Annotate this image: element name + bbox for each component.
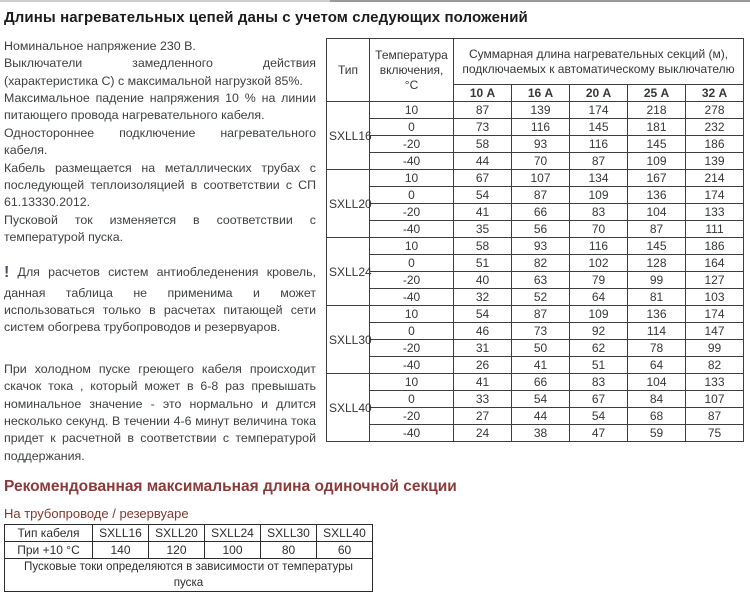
length-value-cell: 134 (570, 170, 628, 187)
length-value-cell: 67 (570, 391, 628, 408)
main-table-row (327, 272, 744, 289)
cable-type-cell: SXLL20 (149, 524, 205, 541)
length-value-cell: 82 (512, 255, 570, 272)
cable-type-cell: SXLL16 (93, 524, 149, 541)
cable-type-label-cell: Тип кабеля (5, 524, 93, 541)
main-table-row (327, 255, 744, 272)
length-value-cell: 116 (512, 119, 570, 136)
temperature-cell: -20 (370, 204, 454, 221)
length-value-cell: 232 (686, 119, 744, 136)
note-paragraph: Одностороннее подключение нагревательного кабеля. (4, 125, 316, 158)
length-value-cell: 64 (570, 289, 628, 306)
content-columns (0, 26, 750, 465)
length-value-cell: 54 (512, 391, 570, 408)
max-length-cell: 120 (149, 541, 205, 558)
length-value-cell: 26 (454, 357, 512, 374)
temperature-cell: 10 (370, 170, 454, 187)
main-table-row (327, 204, 744, 221)
length-value-cell: 133 (686, 204, 744, 221)
main-table-row (327, 221, 744, 238)
main-table-row (327, 289, 744, 306)
length-value-cell: 68 (628, 408, 686, 425)
length-value-cell: 93 (512, 136, 570, 153)
length-value-row (5, 541, 373, 558)
length-value-cell: 92 (570, 323, 628, 340)
length-value-cell: 136 (628, 306, 686, 323)
length-value-cell: 54 (454, 306, 512, 323)
main-table-row (327, 238, 744, 255)
length-value-cell: 27 (454, 408, 512, 425)
length-value-cell: 164 (686, 255, 744, 272)
length-value-cell: 93 (512, 238, 570, 255)
length-value-cell: 24 (454, 425, 512, 442)
temperature-cell: 0 (370, 255, 454, 272)
length-value-cell: 107 (512, 170, 570, 187)
main-table-row (327, 306, 744, 323)
temperature-cell: -40 (370, 425, 454, 442)
length-value-cell: 67 (454, 170, 512, 187)
cable-type-cell: SXLL40 (317, 524, 373, 541)
main-table-row (327, 408, 744, 425)
length-value-cell: 174 (686, 187, 744, 204)
length-value-cell: 214 (686, 170, 744, 187)
note-paragraph: Максимальное падение напряжения 10 % на линии питающего провода нагревательного кабеля. (4, 91, 316, 123)
length-value-cell: 66 (512, 374, 570, 391)
max-length-cell: 80 (261, 541, 317, 558)
warning-paragraph (4, 262, 316, 336)
length-value-cell: 87 (454, 102, 512, 119)
length-value-cell: 41 (512, 357, 570, 374)
length-value-cell: 58 (454, 238, 512, 255)
temperature-cell: -20 (370, 136, 454, 153)
main-table-row (327, 323, 744, 340)
cable-type-cell: SXLL20 (327, 170, 370, 238)
col-header-total-length: Суммарная длина нагревательных секций (м), подключаемых к автоматическому выключателю (454, 39, 744, 85)
length-value-cell: 99 (686, 340, 744, 357)
length-value-cell: 109 (570, 187, 628, 204)
length-value-cell: 54 (570, 408, 628, 425)
notes-column (4, 38, 326, 465)
top-divider (0, 0, 750, 2)
cable-type-cell: SXLL30 (261, 524, 317, 541)
length-value-cell: 83 (570, 204, 628, 221)
length-value-cell: 174 (570, 102, 628, 119)
temperature-cell: -20 (370, 272, 454, 289)
temperature-cell: 10 (370, 238, 454, 255)
length-value-cell: 44 (454, 153, 512, 170)
temperature-cell: 0 (370, 187, 454, 204)
length-value-cell: 31 (454, 340, 512, 357)
length-value-cell: 145 (628, 238, 686, 255)
length-value-cell: 186 (686, 136, 744, 153)
length-value-cell: 84 (628, 391, 686, 408)
length-value-cell: 64 (628, 357, 686, 374)
main-table-row (327, 119, 744, 136)
length-value-cell: 218 (628, 102, 686, 119)
cable-type-cell: SXLL40 (327, 374, 370, 442)
length-value-cell: 32 (454, 289, 512, 306)
temperature-cell: -20 (370, 408, 454, 425)
length-value-cell: 147 (686, 323, 744, 340)
starting-currents-note: Пусковые токи определяются в зависимости от температуры пуска (5, 558, 373, 591)
length-value-cell: 87 (628, 221, 686, 238)
length-value-cell: 181 (628, 119, 686, 136)
main-table-row (327, 374, 744, 391)
main-table-row (327, 136, 744, 153)
max-length-cell: 60 (317, 541, 373, 558)
cable-type-header-row (5, 524, 373, 541)
length-value-cell: 128 (628, 255, 686, 272)
col-header-amp: 16 А (512, 85, 570, 102)
length-value-cell: 107 (686, 391, 744, 408)
col-header-type: Тип (327, 39, 370, 102)
length-value-cell: 111 (686, 221, 744, 238)
length-value-cell: 127 (686, 272, 744, 289)
main-table-row (327, 357, 744, 374)
length-value-cell: 83 (570, 374, 628, 391)
main-table-row (327, 391, 744, 408)
table-column (326, 38, 744, 442)
length-value-cell: 139 (512, 102, 570, 119)
temperature-cell: 10 (370, 374, 454, 391)
length-value-cell: 139 (686, 153, 744, 170)
length-value-cell: 136 (628, 187, 686, 204)
length-value-cell: 47 (570, 425, 628, 442)
length-value-cell: 58 (454, 136, 512, 153)
note-paragraph: Пусковой ток изменяется в соответствии с температурой пуска. (4, 212, 316, 244)
max-length-cell: 140 (93, 541, 149, 558)
main-table-row (327, 102, 744, 119)
note-paragraph: Номинальное напряжение 230 В. (4, 39, 196, 53)
length-value-cell: 116 (570, 136, 628, 153)
cable-type-cell: SXLL24 (205, 524, 261, 541)
heating-sections-length-table (326, 38, 744, 442)
length-value-cell: 52 (512, 289, 570, 306)
warning-exclamation-mark: ! (4, 264, 10, 282)
page-title: Длины нагревательных цепей даны с учетом следующих положений (4, 9, 528, 26)
length-value-cell: 82 (686, 357, 744, 374)
length-value-cell: 109 (628, 153, 686, 170)
note-paragraph: Кабель размещается на металлических трубах с последующей теплоизоляцией в соответствии с СП 61.13330.2012. (4, 160, 316, 210)
col-header-amp: 25 А (628, 85, 686, 102)
col-header-amp: 20 А (570, 85, 628, 102)
length-value-cell: 62 (570, 340, 628, 357)
col-header-amp: 32 А (686, 85, 744, 102)
length-value-cell: 51 (570, 357, 628, 374)
length-value-cell: 41 (454, 204, 512, 221)
length-value-cell: 109 (570, 306, 628, 323)
length-value-cell: 63 (512, 272, 570, 289)
col-header-temperature: Температура включения, °С (370, 39, 454, 102)
length-value-cell: 87 (512, 187, 570, 204)
temperature-cell: 0 (370, 323, 454, 340)
temperature-cell: 10 (370, 306, 454, 323)
main-table-row (327, 425, 744, 442)
length-value-cell: 70 (570, 221, 628, 238)
length-value-cell: 87 (570, 153, 628, 170)
length-value-cell: 75 (686, 425, 744, 442)
max-length-cell: 100 (205, 541, 261, 558)
length-value-cell: 104 (628, 204, 686, 221)
temperature-cell: 0 (370, 119, 454, 136)
length-value-cell: 133 (686, 374, 744, 391)
length-value-cell: 145 (628, 136, 686, 153)
length-value-cell: 104 (628, 374, 686, 391)
length-value-cell: 59 (628, 425, 686, 442)
temperature-cell: 0 (370, 391, 454, 408)
cable-type-cell: SXLL24 (327, 238, 370, 306)
temperature-cell: -40 (370, 221, 454, 238)
main-table-row (327, 170, 744, 187)
length-value-cell: 81 (628, 289, 686, 306)
main-table-row (327, 187, 744, 204)
length-value-cell: 103 (686, 289, 744, 306)
length-value-cell: 73 (454, 119, 512, 136)
length-value-cell: 114 (628, 323, 686, 340)
cold-start-paragraph: При холодном пуске греющего кабеля происходит скачок тока , который может в 6-8 раз превышать номинальное значение - это нормально и длится несколько секунд. В течении 4-6 минут величина тока придет к расчетной в соответствии с температурой поддержания. (4, 361, 316, 463)
length-value-cell: 167 (628, 170, 686, 187)
length-value-cell: 87 (686, 408, 744, 425)
length-value-cell: 145 (570, 119, 628, 136)
cable-type-cell: SXLL16 (327, 102, 370, 170)
main-table-row (327, 153, 744, 170)
temperature-cell: -20 (370, 340, 454, 357)
temperature-cell: -40 (370, 153, 454, 170)
main-table-header (327, 39, 744, 102)
length-value-cell: 51 (454, 255, 512, 272)
length-value-cell: 102 (570, 255, 628, 272)
length-value-cell: 44 (512, 408, 570, 425)
length-value-cell: 56 (512, 221, 570, 238)
warning-text: Для расчетов систем антиобледенения кровель, данная таблица не применима и может использоваться только в расчетах питающей сети систем обогрева трубопроводов и резервуаров. (4, 265, 316, 335)
main-table-row (327, 340, 744, 357)
length-value-cell: 33 (454, 391, 512, 408)
recommended-length-heading: Рекомендованная максимальная длина одиночной секции (4, 477, 457, 495)
length-value-cell: 38 (512, 425, 570, 442)
length-value-cell: 79 (570, 272, 628, 289)
temperature-label-cell: При +10 °С (5, 541, 93, 558)
length-value-cell: 41 (454, 374, 512, 391)
length-value-cell: 99 (628, 272, 686, 289)
length-value-cell: 174 (686, 306, 744, 323)
length-value-cell: 278 (686, 102, 744, 119)
length-value-cell: 116 (570, 238, 628, 255)
pipeline-subheading: На трубопроводе / резервуаре (4, 505, 189, 521)
cable-type-cell: SXLL30 (327, 306, 370, 374)
temperature-cell: 10 (370, 102, 454, 119)
temperature-cell: -40 (370, 289, 454, 306)
temperature-cell: -40 (370, 357, 454, 374)
length-value-cell: 87 (512, 306, 570, 323)
recommended-length-table (4, 524, 373, 592)
length-value-cell: 50 (512, 340, 570, 357)
col-header-amp: 10 А (454, 85, 512, 102)
length-value-cell: 73 (512, 323, 570, 340)
main-table-body (327, 102, 744, 442)
length-value-cell: 46 (454, 323, 512, 340)
length-value-cell: 186 (686, 238, 744, 255)
length-value-cell: 70 (512, 153, 570, 170)
length-value-cell: 35 (454, 221, 512, 238)
length-value-cell: 40 (454, 272, 512, 289)
length-value-cell: 66 (512, 204, 570, 221)
table-footnote-row (5, 558, 373, 591)
length-value-cell: 78 (628, 340, 686, 357)
note-paragraph: Выключатели замедленного действия (характеристика С) с максимальной нагрузкой 85%. (4, 56, 316, 88)
length-value-cell: 54 (454, 187, 512, 204)
